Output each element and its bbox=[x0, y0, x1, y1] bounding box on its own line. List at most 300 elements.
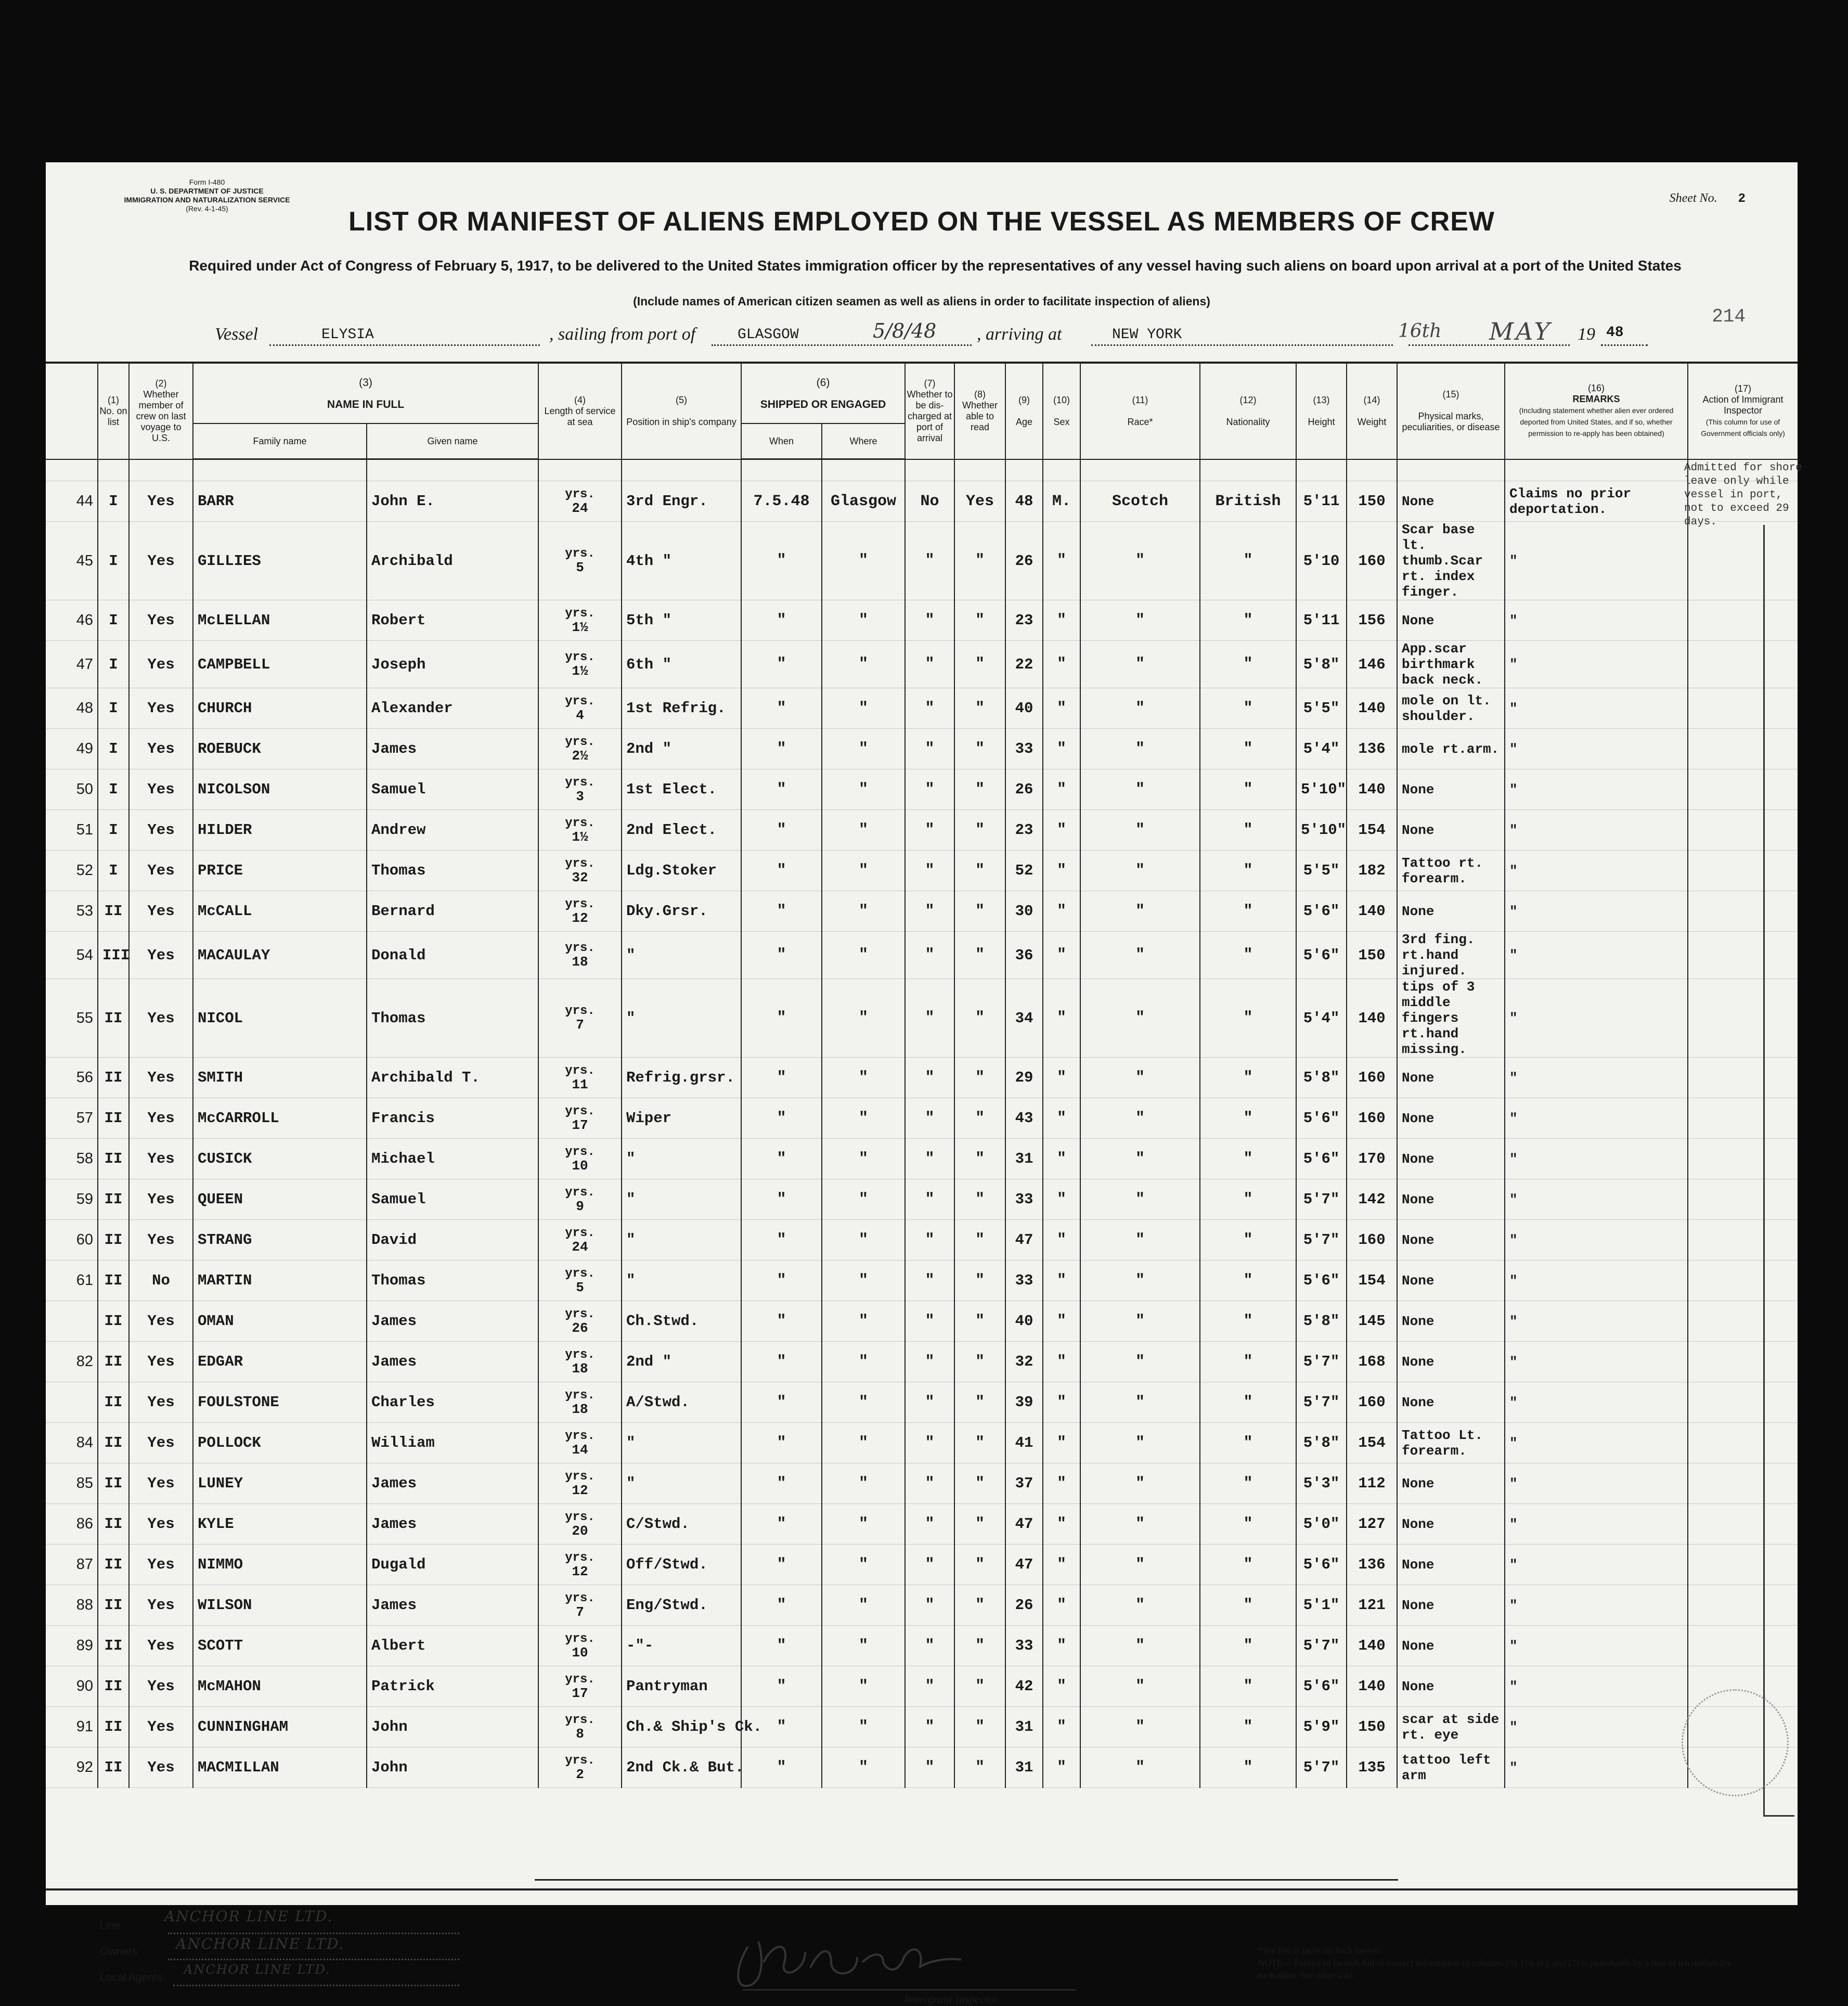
arrival-day: 16th bbox=[1398, 320, 1442, 342]
service-value: 24 bbox=[572, 500, 588, 516]
inspector-label: Immigrant Inspector. bbox=[904, 1992, 1000, 2005]
physical-marks-text: None bbox=[1402, 822, 1435, 838]
race-cell: " bbox=[1080, 1139, 1200, 1179]
physical-marks-cell bbox=[1397, 851, 1505, 891]
crew-row bbox=[46, 1626, 1798, 1666]
discharged-cell: " bbox=[905, 979, 954, 1058]
shipped-when-cell: " bbox=[741, 600, 822, 641]
service-name: IMMIGRATION AND NATURALIZATION SERVICE bbox=[124, 196, 290, 204]
spacer-cell bbox=[98, 459, 129, 481]
position-cell: 2nd " bbox=[622, 1342, 741, 1382]
shipped-where-cell: " bbox=[822, 1382, 905, 1423]
shipped-when-cell: " bbox=[741, 522, 822, 600]
nationality-cell: " bbox=[1200, 1261, 1296, 1301]
sex-cell: " bbox=[1043, 810, 1080, 851]
age-cell: 36 bbox=[1005, 932, 1043, 979]
family-name-cell: POLLOCK bbox=[193, 1423, 367, 1463]
col-header-sex: (10) Sex bbox=[1043, 363, 1080, 459]
date-fill-line bbox=[1408, 344, 1570, 346]
spacer-cell bbox=[1043, 459, 1080, 481]
shipped-when-cell: " bbox=[741, 1463, 822, 1504]
agents-fill-line bbox=[173, 1985, 459, 1986]
given-name-cell: Alexander bbox=[367, 688, 538, 729]
service-years-cell bbox=[538, 1423, 622, 1463]
list-no-cell: II bbox=[98, 1626, 129, 1666]
nationality-cell: " bbox=[1200, 1139, 1296, 1179]
list-no-cell: II bbox=[98, 1747, 129, 1788]
nationality-cell: " bbox=[1200, 851, 1296, 891]
able-to-read-cell: " bbox=[954, 1382, 1005, 1423]
remarks-cell bbox=[1505, 1707, 1688, 1747]
sex-cell: " bbox=[1043, 1585, 1080, 1626]
physical-marks-cell bbox=[1397, 1747, 1505, 1788]
age-cell: 47 bbox=[1005, 1545, 1043, 1585]
position-cell: C/Stwd. bbox=[622, 1504, 741, 1545]
shipped-where-cell: " bbox=[822, 979, 905, 1058]
age-cell: 30 bbox=[1005, 891, 1043, 932]
family-name-cell: LUNEY bbox=[193, 1463, 367, 1504]
sex-cell: " bbox=[1043, 1463, 1080, 1504]
family-name-cell: SCOTT bbox=[193, 1626, 367, 1666]
position-cell: Dky.Grsr. bbox=[622, 891, 741, 932]
crew-row bbox=[46, 1058, 1798, 1098]
spacer-cell bbox=[1296, 459, 1347, 481]
row-index-cell: 44 bbox=[46, 481, 98, 522]
nationality-cell: " bbox=[1200, 1707, 1296, 1747]
physical-marks-text: scar at side rt. eye bbox=[1402, 1711, 1500, 1743]
remarks-cell bbox=[1505, 1585, 1688, 1626]
physical-marks-text: 3rd fing. rt.hand injured. bbox=[1402, 932, 1475, 979]
weight-cell: 140 bbox=[1347, 891, 1397, 932]
last-voyage-cell: Yes bbox=[129, 1707, 193, 1747]
sex-cell: " bbox=[1043, 1504, 1080, 1545]
service-unit: yrs. bbox=[565, 1104, 595, 1118]
remarks-cell bbox=[1505, 1179, 1688, 1220]
shipped-when-cell: " bbox=[741, 1098, 822, 1139]
row-index-cell: 89 bbox=[46, 1626, 98, 1666]
row-index-cell: 50 bbox=[46, 769, 98, 810]
service-years-cell bbox=[538, 1179, 622, 1220]
spacer-cell bbox=[622, 459, 741, 481]
shipped-when-cell: " bbox=[741, 1342, 822, 1382]
physical-marks-cell bbox=[1397, 1504, 1505, 1545]
remarks-text: " bbox=[1509, 1010, 1518, 1026]
row-index-cell: 56 bbox=[46, 1058, 98, 1098]
race-cell: " bbox=[1080, 1423, 1200, 1463]
crew-row bbox=[46, 1504, 1798, 1545]
last-voyage-cell: Yes bbox=[129, 769, 193, 810]
service-years-cell bbox=[538, 1504, 622, 1545]
list-no-cell: II bbox=[98, 979, 129, 1058]
family-name-cell: OMAN bbox=[193, 1301, 367, 1342]
list-no-cell: II bbox=[98, 1058, 129, 1098]
shipped-where-cell: " bbox=[822, 1747, 905, 1788]
shipped-where-cell: Glasgow bbox=[822, 481, 905, 522]
position-cell: 6th " bbox=[622, 641, 741, 688]
service-value: 11 bbox=[572, 1076, 588, 1092]
nationality-cell: " bbox=[1200, 1220, 1296, 1261]
remarks-text: " bbox=[1509, 1151, 1518, 1167]
col-header-weight: (14) Weight bbox=[1347, 363, 1397, 459]
height-cell: 5'10" bbox=[1296, 769, 1347, 810]
discharged-cell: " bbox=[905, 1626, 954, 1666]
given-name-cell: Charles bbox=[367, 1382, 538, 1423]
shipped-when-cell: " bbox=[741, 810, 822, 851]
family-name-cell: CUNNINGHAM bbox=[193, 1707, 367, 1747]
position-cell: 3rd Engr. bbox=[622, 481, 741, 522]
col-header-nationality: (12) Nationality bbox=[1200, 363, 1296, 459]
race-cell: " bbox=[1080, 1220, 1200, 1261]
remarks-cell bbox=[1505, 851, 1688, 891]
discharged-cell: " bbox=[905, 641, 954, 688]
weight-cell: 136 bbox=[1347, 1545, 1397, 1585]
service-years-cell bbox=[538, 1626, 622, 1666]
action-cell bbox=[1688, 851, 1798, 891]
position-cell: Ldg.Stoker bbox=[622, 851, 741, 891]
remarks-cell bbox=[1505, 1058, 1688, 1098]
shipped-when-cell: " bbox=[741, 769, 822, 810]
remarks-cell bbox=[1505, 600, 1688, 641]
spacer-cell bbox=[1505, 459, 1688, 481]
service-years-cell bbox=[538, 522, 622, 600]
remarks-text: " bbox=[1509, 947, 1518, 963]
position-cell: " bbox=[622, 1179, 741, 1220]
given-name-cell: Michael bbox=[367, 1139, 538, 1179]
shipped-where-cell: " bbox=[822, 1139, 905, 1179]
action-cell bbox=[1688, 979, 1798, 1058]
physical-marks-cell bbox=[1397, 729, 1505, 769]
line-fill-line bbox=[168, 1933, 459, 1934]
document-title: LIST OR MANIFEST OF ALIENS EMPLOYED ON THE VESSEL AS MEMBERS OF CREW bbox=[348, 207, 1495, 237]
action-cell bbox=[1688, 600, 1798, 641]
physical-marks-text: mole rt.arm. bbox=[1402, 741, 1500, 757]
service-value: 1½ bbox=[572, 829, 588, 845]
discharged-cell: " bbox=[905, 1747, 954, 1788]
shipped-where-cell: " bbox=[822, 891, 905, 932]
shipped-when-cell: " bbox=[741, 851, 822, 891]
position-cell: " bbox=[622, 979, 741, 1058]
family-name-cell: BARR bbox=[193, 481, 367, 522]
sex-cell: " bbox=[1043, 1545, 1080, 1585]
age-cell: 52 bbox=[1005, 851, 1043, 891]
given-name-cell: Bernard bbox=[367, 891, 538, 932]
given-name-cell: Joseph bbox=[367, 641, 538, 688]
list-no-cell: II bbox=[98, 1382, 129, 1423]
physical-marks-text: None bbox=[1402, 1557, 1435, 1573]
action-cell bbox=[1688, 932, 1798, 979]
last-voyage-cell: Yes bbox=[129, 729, 193, 769]
crew-row bbox=[46, 891, 1798, 932]
weight-cell: 160 bbox=[1347, 1382, 1397, 1423]
year-suffix: 48 bbox=[1606, 325, 1624, 341]
shipped-where-cell: " bbox=[822, 1585, 905, 1626]
port-to-fill-line bbox=[1091, 344, 1393, 346]
physical-marks-cell bbox=[1397, 1301, 1505, 1342]
crew-row bbox=[46, 1342, 1798, 1382]
height-cell: 5'4" bbox=[1296, 979, 1347, 1058]
physical-marks-cell bbox=[1397, 810, 1505, 851]
last-voyage-cell: Yes bbox=[129, 1463, 193, 1504]
race-cell: " bbox=[1080, 1747, 1200, 1788]
sex-cell: " bbox=[1043, 1261, 1080, 1301]
service-value: 18 bbox=[572, 1360, 588, 1377]
row-index-cell: 49 bbox=[46, 729, 98, 769]
height-cell: 5'0" bbox=[1296, 1504, 1347, 1545]
shipped-when-cell: " bbox=[741, 1179, 822, 1220]
remarks-cell bbox=[1505, 1666, 1688, 1707]
position-cell: 5th " bbox=[622, 600, 741, 641]
form-number: Form I-480 bbox=[189, 178, 225, 186]
race-cell: " bbox=[1080, 1504, 1200, 1545]
shipped-where-cell: " bbox=[822, 688, 905, 729]
weight-cell: 154 bbox=[1347, 1261, 1397, 1301]
discharged-cell: " bbox=[905, 1504, 954, 1545]
physical-marks-text: None bbox=[1402, 1516, 1435, 1532]
crew-row bbox=[46, 1666, 1798, 1707]
crew-row bbox=[46, 1463, 1798, 1504]
position-cell: 2nd Elect. bbox=[622, 810, 741, 851]
given-name-cell: Robert bbox=[367, 600, 538, 641]
height-cell: 5'6" bbox=[1296, 932, 1347, 979]
remarks-text: " bbox=[1509, 1516, 1518, 1532]
shipped-when-cell: " bbox=[741, 932, 822, 979]
service-years-cell bbox=[538, 851, 622, 891]
family-name-cell: PRICE bbox=[193, 851, 367, 891]
action-cell bbox=[1688, 1098, 1798, 1139]
shipped-where-cell: " bbox=[822, 641, 905, 688]
weight-cell: 140 bbox=[1347, 979, 1397, 1058]
crew-row bbox=[46, 1179, 1798, 1220]
age-cell: 47 bbox=[1005, 1504, 1043, 1545]
service-value: 1½ bbox=[572, 619, 588, 635]
able-to-read-cell: " bbox=[954, 1098, 1005, 1139]
service-unit: yrs. bbox=[565, 1429, 595, 1443]
remarks-text: " bbox=[1509, 1759, 1518, 1776]
discharged-cell: " bbox=[905, 1261, 954, 1301]
shipped-when-cell: " bbox=[741, 1220, 822, 1261]
able-to-read-cell: Yes bbox=[954, 481, 1005, 522]
shipped-where-cell: " bbox=[822, 1423, 905, 1463]
physical-marks-text: None bbox=[1402, 612, 1435, 628]
family-name-cell: McLELLAN bbox=[193, 600, 367, 641]
discharged-cell: " bbox=[905, 1139, 954, 1179]
service-unit: yrs. bbox=[565, 816, 595, 830]
remarks-text: " bbox=[1509, 612, 1518, 628]
spacer-cell bbox=[1347, 459, 1397, 481]
sex-cell: " bbox=[1043, 1058, 1080, 1098]
height-cell: 5'10 bbox=[1296, 522, 1347, 600]
list-no-cell: II bbox=[98, 1220, 129, 1261]
crew-row bbox=[46, 1139, 1798, 1179]
shipped-where-cell: " bbox=[822, 1666, 905, 1707]
action-cell bbox=[1688, 891, 1798, 932]
row-index-cell: 86 bbox=[46, 1504, 98, 1545]
crew-row bbox=[46, 851, 1798, 891]
physical-marks-cell bbox=[1397, 600, 1505, 641]
nationality-cell: " bbox=[1200, 769, 1296, 810]
remarks-text: " bbox=[1509, 1191, 1518, 1207]
physical-marks-cell bbox=[1397, 688, 1505, 729]
nationality-cell: " bbox=[1200, 600, 1296, 641]
shipped-when-cell: " bbox=[741, 1545, 822, 1585]
race-cell: " bbox=[1080, 979, 1200, 1058]
race-cell: " bbox=[1080, 1301, 1200, 1342]
fine-note: NOTE.—Failure to furnish full or correct information in columns (3), (5), (6), and (7) is punishable by a fine of ten dollars for each alien. See other side. bbox=[1258, 1958, 1731, 1981]
physical-marks-cell bbox=[1397, 522, 1505, 600]
discharged-cell: " bbox=[905, 1058, 954, 1098]
last-voyage-cell: Yes bbox=[129, 1504, 193, 1545]
shipped-when-cell: " bbox=[741, 729, 822, 769]
family-name-cell: HILDER bbox=[193, 810, 367, 851]
list-no-cell: I bbox=[98, 729, 129, 769]
physical-marks-text: None bbox=[1402, 1232, 1435, 1248]
sex-cell: " bbox=[1043, 769, 1080, 810]
nationality-cell: British bbox=[1200, 481, 1296, 522]
action-cell bbox=[1688, 522, 1798, 600]
race-cell: " bbox=[1080, 1545, 1200, 1585]
able-to-read-cell: " bbox=[954, 729, 1005, 769]
able-to-read-cell: " bbox=[954, 979, 1005, 1058]
physical-marks-text: None bbox=[1402, 1475, 1435, 1491]
given-name-cell: James bbox=[367, 1504, 538, 1545]
remarks-cell bbox=[1505, 1220, 1688, 1261]
col-header-family: Family name bbox=[193, 423, 367, 459]
list-no-cell: II bbox=[98, 1261, 129, 1301]
service-unit: yrs. bbox=[565, 1631, 595, 1646]
port-from-fill-line bbox=[712, 344, 972, 346]
list-no-cell: II bbox=[98, 1098, 129, 1139]
nationality-cell: " bbox=[1200, 1666, 1296, 1707]
service-value: 2 bbox=[576, 1766, 584, 1782]
list-no-cell: II bbox=[98, 1545, 129, 1585]
row-index-cell: 57 bbox=[46, 1098, 98, 1139]
height-cell: 5'11 bbox=[1296, 481, 1347, 522]
remarks-text: " bbox=[1509, 1719, 1518, 1735]
action-cell bbox=[1688, 1179, 1798, 1220]
service-years-cell bbox=[538, 481, 622, 522]
service-value: 7 bbox=[576, 1017, 584, 1033]
weight-cell: 160 bbox=[1347, 1098, 1397, 1139]
family-name-cell: QUEEN bbox=[193, 1179, 367, 1220]
able-to-read-cell: " bbox=[954, 1342, 1005, 1382]
given-name-cell: Thomas bbox=[367, 979, 538, 1058]
able-to-read-cell: " bbox=[954, 1261, 1005, 1301]
age-cell: 23 bbox=[1005, 810, 1043, 851]
crew-row bbox=[46, 1747, 1798, 1788]
able-to-read-cell: " bbox=[954, 641, 1005, 688]
given-name-cell: Archibald T. bbox=[367, 1058, 538, 1098]
col-header-list-no: (1) No. on list bbox=[98, 363, 129, 459]
service-value: 20 bbox=[572, 1523, 588, 1539]
height-cell: 5'7" bbox=[1296, 1179, 1347, 1220]
line-value: ANCHOR LINE LTD. bbox=[164, 1908, 333, 1925]
physical-marks-cell bbox=[1397, 1626, 1505, 1666]
physical-marks-cell bbox=[1397, 1261, 1505, 1301]
list-no-cell: III bbox=[98, 932, 129, 979]
race-cell: " bbox=[1080, 1585, 1200, 1626]
shipped-where-cell: " bbox=[822, 1707, 905, 1747]
service-years-cell bbox=[538, 1058, 622, 1098]
service-value: 12 bbox=[572, 910, 588, 926]
shipped-where-cell: " bbox=[822, 1626, 905, 1666]
service-unit: yrs. bbox=[565, 1672, 595, 1687]
physical-marks-cell bbox=[1397, 1342, 1505, 1382]
service-years-cell bbox=[538, 1139, 622, 1179]
service-unit: yrs. bbox=[565, 897, 595, 911]
able-to-read-cell: " bbox=[954, 600, 1005, 641]
discharged-cell: " bbox=[905, 1098, 954, 1139]
service-value: 17 bbox=[572, 1685, 588, 1701]
weight-cell: 168 bbox=[1347, 1342, 1397, 1382]
remarks-text: " bbox=[1509, 1638, 1518, 1654]
remarks-cell bbox=[1505, 688, 1688, 729]
action-cell bbox=[1688, 1220, 1798, 1261]
vessel-label: Vessel bbox=[215, 325, 259, 344]
service-value: 10 bbox=[572, 1158, 588, 1174]
weight-cell: 150 bbox=[1347, 1707, 1397, 1747]
remarks-text: " bbox=[1509, 781, 1518, 798]
remarks-cell bbox=[1505, 1626, 1688, 1666]
action-cell bbox=[1688, 1342, 1798, 1382]
discharged-cell: " bbox=[905, 729, 954, 769]
service-value: 5 bbox=[576, 1279, 584, 1295]
physical-marks-cell bbox=[1397, 1179, 1505, 1220]
arrival-month: MAY bbox=[1489, 317, 1552, 345]
able-to-read-cell: " bbox=[954, 688, 1005, 729]
remarks-cell bbox=[1505, 522, 1688, 600]
action-bracket bbox=[1763, 525, 1765, 1815]
remarks-text: " bbox=[1509, 822, 1518, 838]
able-to-read-cell: " bbox=[954, 1301, 1005, 1342]
age-cell: 31 bbox=[1005, 1747, 1043, 1788]
action-cell bbox=[1688, 1423, 1798, 1463]
physical-marks-text: tips of 3 middle fingers rt.hand missing. bbox=[1402, 979, 1475, 1057]
col-header-where: Where bbox=[822, 423, 905, 459]
position-cell: " bbox=[622, 1261, 741, 1301]
crew-row bbox=[46, 641, 1798, 688]
family-name-cell: MACAULAY bbox=[193, 932, 367, 979]
weight-cell: 170 bbox=[1347, 1139, 1397, 1179]
given-name-cell: David bbox=[367, 1220, 538, 1261]
physical-marks-text: None bbox=[1402, 1151, 1435, 1167]
weight-cell: 160 bbox=[1347, 1058, 1397, 1098]
service-unit: yrs. bbox=[565, 1347, 595, 1362]
last-voyage-cell: Yes bbox=[129, 1666, 193, 1707]
position-cell: " bbox=[622, 932, 741, 979]
given-name-cell: Patrick bbox=[367, 1666, 538, 1707]
vessel-fill-line bbox=[269, 344, 540, 346]
service-unit: yrs. bbox=[565, 1753, 595, 1768]
service-value: 2½ bbox=[572, 748, 588, 764]
family-name-cell: GILLIES bbox=[193, 522, 367, 600]
list-no-cell: II bbox=[98, 1301, 129, 1342]
given-name-cell: Francis bbox=[367, 1098, 538, 1139]
race-cell: " bbox=[1080, 1463, 1200, 1504]
physical-marks-cell bbox=[1397, 1139, 1505, 1179]
given-name-cell: Donald bbox=[367, 932, 538, 979]
physical-marks-cell bbox=[1397, 1707, 1505, 1747]
given-name-cell: John E. bbox=[367, 481, 538, 522]
crew-row bbox=[46, 481, 1798, 522]
action-cell bbox=[1688, 1626, 1798, 1666]
discharged-cell: " bbox=[905, 932, 954, 979]
action-cell bbox=[1688, 769, 1798, 810]
weight-cell: 140 bbox=[1347, 688, 1397, 729]
weight-cell: 112 bbox=[1347, 1463, 1397, 1504]
manifest-sheet bbox=[46, 162, 1802, 2005]
table-spacer-row bbox=[46, 459, 1798, 481]
sex-cell: " bbox=[1043, 641, 1080, 688]
